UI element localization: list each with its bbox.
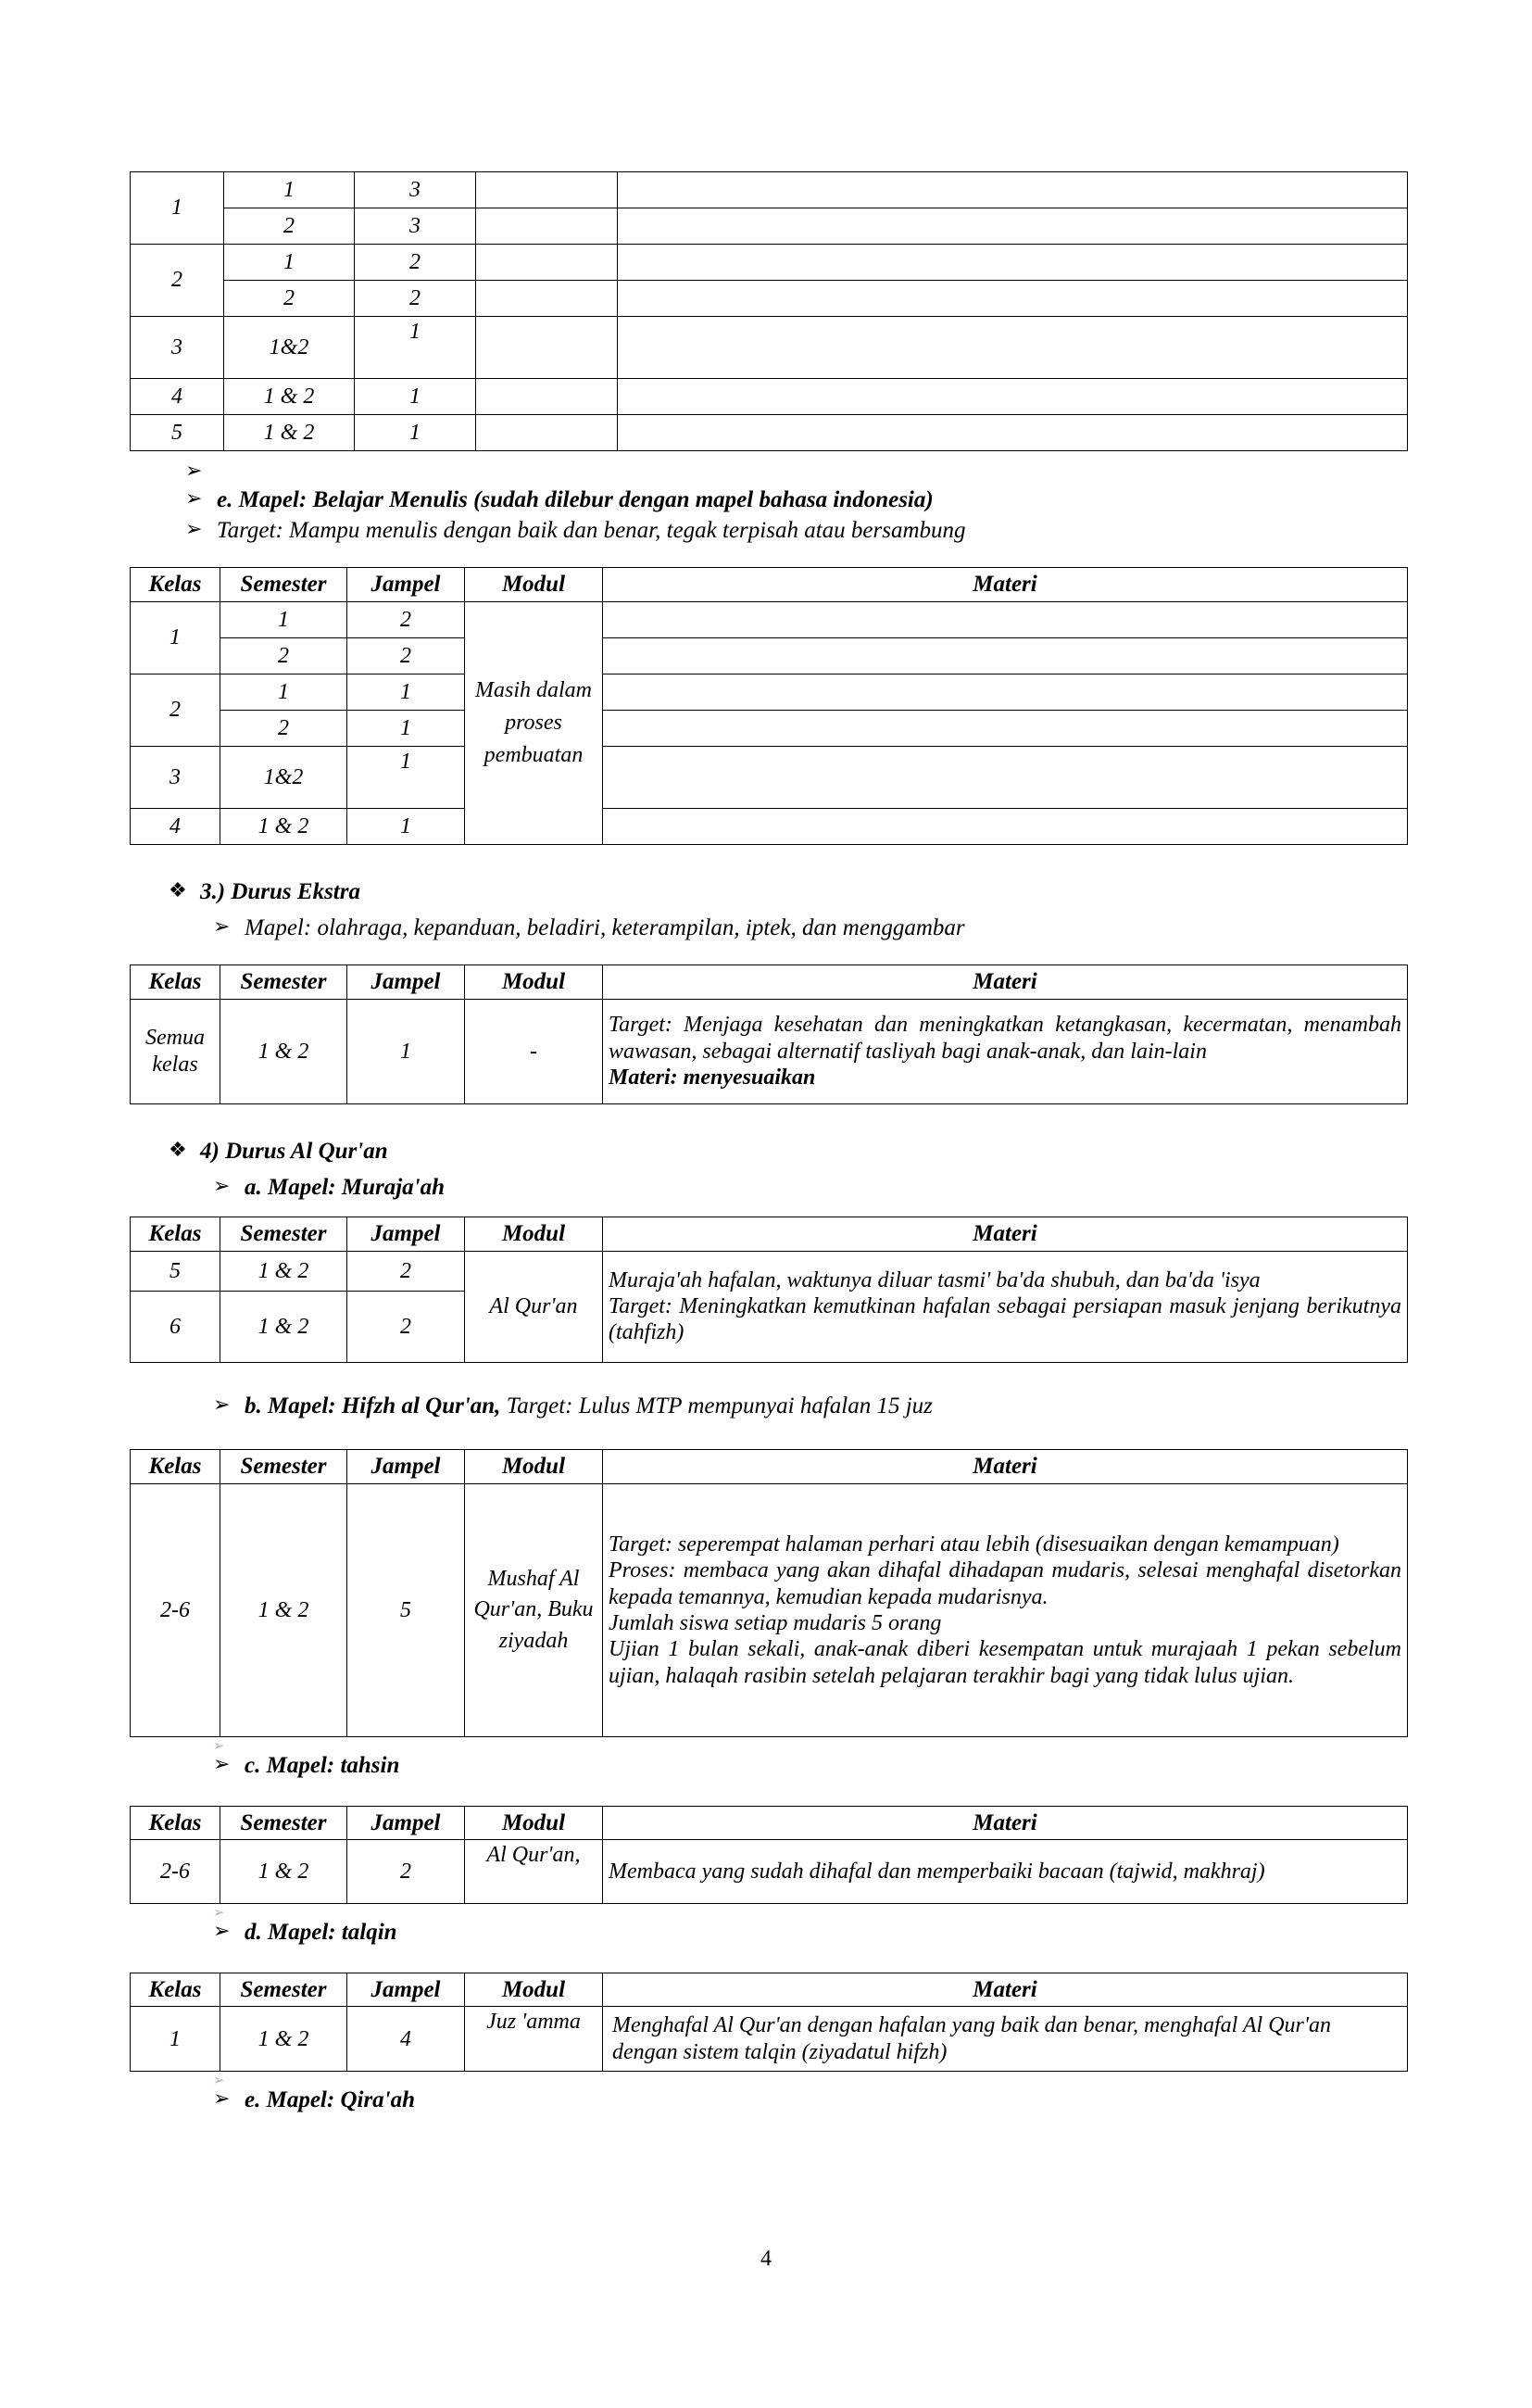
table-talqin: [130, 1973, 1408, 2072]
bullet-heading-durus-alquran: [169, 1136, 1408, 1167]
header-kelas: Kelas: [131, 1217, 220, 1252]
cell-semester: 1 & 2: [220, 999, 347, 1103]
cell-modul: [476, 379, 618, 415]
header-kelas: Kelas: [131, 1973, 220, 2007]
page-content: [130, 171, 1408, 2116]
bullet-heading-durus-ekstra: [169, 876, 1408, 908]
header-modul: Modul: [465, 965, 603, 1000]
materi-bold-text: Materi: menyesuaikan: [609, 1065, 816, 1090]
cell-jampel: 4: [347, 2007, 465, 2072]
arrow-bullet-icon: ➢: [213, 1174, 231, 1198]
cell-kelas: 3: [131, 317, 224, 379]
table-row: [131, 746, 1408, 808]
header-semester: Semester: [220, 1973, 347, 2007]
header-modul: Modul: [465, 1217, 603, 1252]
cell-modul: [476, 245, 618, 281]
header-materi: Materi: [603, 965, 1408, 1000]
bullet-empty: [185, 457, 1408, 485]
header-kelas: Kelas: [131, 568, 220, 602]
cell-kelas: 1: [131, 601, 220, 674]
cell-modul: Mushaf Al Qur'an, Buku ziyadah: [465, 1483, 603, 1736]
table-header-row: [131, 1217, 1408, 1252]
cell-semester: 1 & 2: [220, 1840, 347, 1904]
bullet-heading-c-mapel-tahsin: [213, 1750, 1408, 1782]
cell-kelas: 5: [131, 415, 224, 451]
cell-semester: 1 & 2: [220, 1251, 347, 1291]
cell-modul: [476, 317, 618, 379]
cell-jampel: 2: [355, 281, 476, 317]
section-belajar-menulis: [130, 457, 1408, 547]
section-durus-ekstra: [130, 876, 1408, 945]
cell-modul: -: [465, 999, 603, 1103]
materi-target-text: Target: Menjaga kesehatan dan meningkatkan ketangkasan, kecermatan, menambah wawasan, sebagai alternatif tasliyah bagi anak-anak, dan lain-lain: [609, 1013, 1401, 1064]
header-materi: Materi: [603, 568, 1408, 602]
heading-c-mapel-tahsin: c. Mapel: tahsin: [245, 1752, 400, 1778]
table-header-row: [131, 1973, 1408, 2007]
cell-materi: [618, 281, 1408, 317]
cell-kelas: 3: [131, 746, 220, 808]
cell-jampel: 1: [355, 317, 476, 379]
cell-jampel: 3: [355, 208, 476, 245]
cell-materi: [618, 172, 1408, 208]
cell-modul: [476, 415, 618, 451]
heading-e-mapel-menulis: e. Mapel: Belajar Menulis (sudah dilebur dengan mapel bahasa indonesia): [217, 486, 934, 512]
section-talqin: [130, 1904, 1408, 1948]
heading-durus-ekstra: 3.) Durus Ekstra: [200, 878, 360, 904]
arrow-bullet-icon: ➢: [213, 914, 231, 939]
arrow-bullet-icon: ➢: [213, 2087, 231, 2111]
header-semester: Semester: [220, 1806, 347, 1840]
cell-semester: 2: [224, 281, 355, 317]
table-row: [131, 710, 1408, 746]
cell-materi: [618, 317, 1408, 379]
header-jampel: Jampel: [347, 1973, 465, 2007]
header-semester: Semester: [220, 1217, 347, 1252]
table-murajaah: [130, 1217, 1408, 1363]
cell-materi: [603, 1483, 1408, 1736]
table-row: [131, 637, 1408, 674]
cell-jampel: 1: [347, 710, 465, 746]
table-row: [131, 379, 1408, 415]
bullet-heading-e-mapel: [185, 485, 1408, 516]
cell-modul: [476, 208, 618, 245]
arrow-bullet-icon: ➢: [213, 1738, 225, 1754]
bullet-heading-a-mapel-murajaah: [213, 1172, 1408, 1204]
table-belajar-menulis: [130, 567, 1408, 845]
table-header-row: [131, 1806, 1408, 1840]
table-row: [131, 245, 1408, 281]
page-number: 4: [760, 2247, 772, 2271]
cell-kelas: 4: [131, 808, 220, 844]
cell-semester: 1: [224, 245, 355, 281]
arrow-bullet-icon: ➢: [185, 459, 203, 482]
bullet-mapel-durus-ekstra: [213, 913, 1408, 944]
heading-d-mapel-talqin: d. Mapel: talqin: [245, 1920, 397, 1946]
arrow-bullet-icon: ➢: [185, 485, 203, 510]
arrow-bullet-icon: ➢: [213, 1919, 231, 1943]
table-row: [131, 1483, 1408, 1736]
header-kelas: Kelas: [131, 1450, 220, 1484]
table-row: [131, 317, 1408, 379]
cell-materi: [603, 601, 1408, 637]
cell-kelas: 1: [131, 2007, 220, 2072]
arrow-bullet-icon: ➢: [185, 517, 203, 541]
table-header-row: [131, 1450, 1408, 1484]
header-materi: Materi: [603, 1973, 1408, 2007]
cell-modul-merged: Al Qur'an: [465, 1251, 603, 1362]
cell-semester: 1 & 2: [220, 2007, 347, 2072]
cell-semester: 2: [224, 208, 355, 245]
cell-kelas: 2-6: [131, 1840, 220, 1904]
header-jampel: Jampel: [347, 1806, 465, 1840]
arrow-bullet-icon: ➢: [213, 2074, 225, 2089]
table-continued-top: [130, 171, 1408, 451]
table-row: [131, 999, 1408, 1103]
cell-semester: 1 & 2: [220, 808, 347, 844]
diamond-bullet-icon: ❖: [169, 877, 187, 901]
cell-kelas: Semua kelas: [131, 999, 220, 1103]
cell-materi: [603, 746, 1408, 808]
heading-durus-alquran: 4) Durus Al Qur'an: [200, 1138, 388, 1164]
cell-kelas: 2: [131, 245, 224, 317]
cell-kelas: 1: [131, 172, 224, 245]
heading-b-mapel-hifzh-target: Target: Lulus MTP mempunyai hafalan 15 juz: [500, 1393, 933, 1418]
bullet-empty-faint: [213, 2072, 1408, 2089]
header-kelas: Kelas: [131, 1806, 220, 1840]
cell-semester: 1 & 2: [220, 1291, 347, 1362]
heading-a-mapel-murajaah: a. Mapel: Muraja'ah: [245, 1175, 446, 1201]
materi-line: Ujian 1 bulan sekali, anak-anak diberi kesempatan untuk murajaah 1 pekan sebelum ujian, halaqah rasibin setelah pelajaran terakhir bagi yang tidak lulus ujian.: [609, 1637, 1401, 1688]
cell-kelas: 2-6: [131, 1483, 220, 1736]
heading-b-mapel-hifzh: b. Mapel: Hifzh al Qur'an,: [245, 1393, 501, 1418]
cell-jampel: 1: [355, 379, 476, 415]
cell-semester: 1: [220, 601, 347, 637]
cell-modul-merged: Masih dalam proses pembuatan: [465, 601, 603, 844]
table-durus-ekstra: [130, 964, 1408, 1104]
cell-modul: Juz 'amma: [465, 2007, 603, 2072]
heading-e-mapel-qiraah: e. Mapel: Qira'ah: [245, 2087, 416, 2113]
cell-materi: [603, 1251, 1408, 1362]
header-kelas: Kelas: [131, 965, 220, 1000]
cell-materi: [603, 999, 1408, 1103]
header-modul: Modul: [465, 1450, 603, 1484]
cell-semester: 1 & 2: [224, 415, 355, 451]
header-jampel: Jampel: [347, 1450, 465, 1484]
cell-jampel: 3: [355, 172, 476, 208]
cell-materi: [618, 415, 1408, 451]
cell-materi: [603, 808, 1408, 844]
table-row: [131, 674, 1408, 710]
cell-modul: [476, 172, 618, 208]
cell-semester: 1: [220, 674, 347, 710]
cell-materi: [603, 674, 1408, 710]
cell-semester: 1&2: [224, 317, 355, 379]
table-tahsin: [130, 1806, 1408, 1905]
cell-jampel: 2: [347, 1840, 465, 1904]
cell-materi: [618, 245, 1408, 281]
section-durus-alquran: [130, 1136, 1408, 1204]
materi-line: Muraja'ah hafalan, waktunya diluar tasmi' ba'da shubuh, dan ba'da 'isya: [609, 1267, 1261, 1292]
section-qiraah: [130, 2072, 1408, 2116]
header-semester: Semester: [220, 1450, 347, 1484]
header-materi: Materi: [603, 1450, 1408, 1484]
arrow-bullet-icon: ➢: [213, 1392, 231, 1416]
cell-semester: 2: [220, 637, 347, 674]
cell-materi: [603, 637, 1408, 674]
cell-materi: [618, 379, 1408, 415]
cell-modul: Al Qur'an,: [465, 1840, 603, 1904]
cell-jampel: 2: [347, 637, 465, 674]
materi-line: Jumlah siswa setiap mudaris 5 orang: [609, 1610, 942, 1635]
bullet-empty-faint: [213, 1904, 1408, 1922]
cell-jampel: 1: [347, 746, 465, 808]
cell-jampel: 1: [355, 415, 476, 451]
table-row: [131, 1840, 1408, 1904]
cell-jampel: 2: [347, 1291, 465, 1362]
cell-jampel: 1: [347, 808, 465, 844]
section-hifzh: [130, 1391, 1408, 1422]
table-row: [131, 281, 1408, 317]
materi-line: Target: Meningkatkan kemutkinan hafalan sebagai persiapan masuk jenjang berikutnya (tahfizh): [609, 1294, 1401, 1345]
table-hifzh-alquran: [130, 1449, 1408, 1737]
bullet-empty-faint: [213, 1737, 1408, 1754]
cell-materi: Membaca yang sudah dihafal dan memperbaiki bacaan (tajwid, makhraj): [603, 1840, 1408, 1904]
table-row: [131, 808, 1408, 844]
header-materi: Materi: [603, 1806, 1408, 1840]
section-tahsin: [130, 1737, 1408, 1782]
target-menulis-text: Target: Mampu menulis dengan baik dan benar, tegak terpisah atau bersambung: [217, 518, 966, 544]
cell-materi: [603, 710, 1408, 746]
table-header-row: [131, 965, 1408, 1000]
header-jampel: Jampel: [347, 568, 465, 602]
mapel-durus-ekstra-text: Mapel: olahraga, kepanduan, beladiri, keterampilan, iptek, dan menggambar: [245, 915, 965, 941]
header-jampel: Jampel: [347, 965, 465, 1000]
cell-kelas: 2: [131, 674, 220, 746]
cell-kelas: 6: [131, 1291, 220, 1362]
diamond-bullet-icon: ❖: [169, 1137, 187, 1161]
table-row: [131, 415, 1408, 451]
header-materi: Materi: [603, 1217, 1408, 1252]
header-semester: Semester: [220, 568, 347, 602]
cell-semester: 1 & 2: [220, 1483, 347, 1736]
cell-modul: [476, 281, 618, 317]
table-header-row: [131, 568, 1408, 602]
arrow-bullet-icon: ➢: [213, 1906, 225, 1922]
cell-materi: [618, 208, 1408, 245]
cell-semester: 1: [224, 172, 355, 208]
cell-jampel: 2: [347, 1251, 465, 1291]
cell-semester: 2: [220, 710, 347, 746]
table-row: [131, 172, 1408, 208]
cell-jampel: 1: [347, 674, 465, 710]
cell-kelas: 5: [131, 1251, 220, 1291]
cell-jampel: 5: [347, 1483, 465, 1736]
bullet-heading-d-mapel-talqin: [213, 1917, 1408, 1948]
cell-materi: Menghafal Al Qur'an dengan hafalan yang baik dan benar, menghafal Al Qur'an dengan sistem talqin (ziyadatul hifzh): [603, 2007, 1408, 2072]
header-modul: Modul: [465, 1973, 603, 2007]
cell-jampel: 2: [347, 601, 465, 637]
arrow-bullet-icon: ➢: [213, 1751, 231, 1775]
header-jampel: Jampel: [347, 1217, 465, 1252]
cell-semester: 1&2: [220, 746, 347, 808]
cell-semester: 1 & 2: [224, 379, 355, 415]
materi-line: Target: seperempat halaman perhari atau lebih (disesuaikan dengan kemampuan): [609, 1532, 1339, 1557]
bullet-heading-e-mapel-qiraah: [213, 2085, 1408, 2116]
cell-jampel: 2: [355, 245, 476, 281]
materi-line: Proses: membaca yang akan dihafal dihadapan mudaris, selesai menghafal disetorkan kepada temannya, kemudian kepada mudarisnya.: [609, 1558, 1401, 1609]
cell-jampel: 1: [347, 999, 465, 1103]
bullet-target-menulis: [185, 515, 1408, 547]
cell-kelas: 4: [131, 379, 224, 415]
header-semester: Semester: [220, 965, 347, 1000]
table-row: [131, 2007, 1408, 2072]
header-modul: Modul: [465, 1806, 603, 1840]
header-modul: Modul: [465, 568, 603, 602]
table-row: [131, 1251, 1408, 1291]
table-row: [131, 208, 1408, 245]
table-row: [131, 601, 1408, 637]
bullet-heading-b-mapel-hifzh: [213, 1391, 1408, 1422]
